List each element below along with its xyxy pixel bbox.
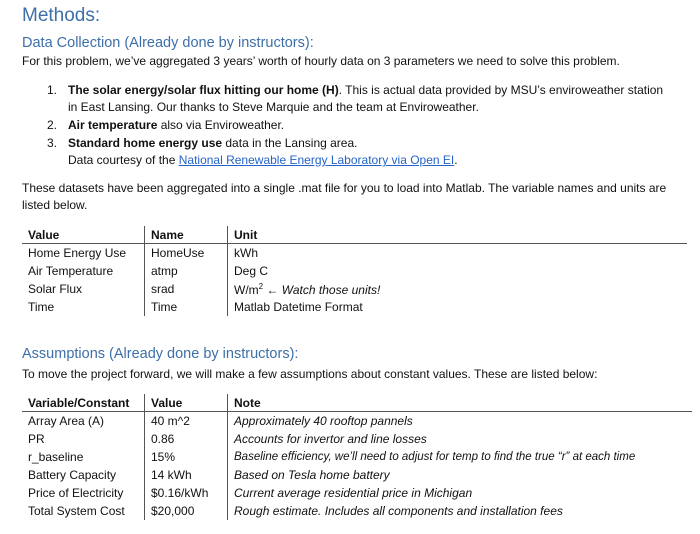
- cell-variable: r_baseline: [22, 448, 145, 466]
- column-header-value: Value: [22, 226, 145, 244]
- table-header-row: [22, 226, 687, 244]
- cell-value: Time: [22, 298, 145, 316]
- list-item-bold: Air temperature: [68, 118, 158, 132]
- table-row: [22, 262, 687, 280]
- cell-variable: Array Area (A): [22, 412, 145, 431]
- nrel-open-ei-link[interactable]: National Renewable Energy Laboratory via Open EI: [178, 153, 455, 167]
- table-row: [22, 298, 687, 316]
- assumptions-heading: Assumptions (Already done by instructors):: [22, 346, 299, 362]
- unit-superscript: 2: [258, 281, 264, 291]
- cell-variable: Price of Electricity: [22, 484, 145, 502]
- cell-value: 0.86: [145, 430, 228, 448]
- unit-warning-note: ← Watch those units!: [263, 282, 381, 297]
- cell-value: $20,000: [145, 502, 228, 520]
- page-title: Methods:: [22, 5, 101, 26]
- list-item-bold: The solar energy/solar flux hitting our home (H): [68, 83, 339, 97]
- cell-note: Approximately 40 rooftop pannels: [234, 414, 413, 428]
- cell-name: Time: [145, 298, 228, 316]
- cell-unit: [228, 280, 688, 298]
- table-row: [22, 466, 692, 484]
- table-header-row: [22, 394, 692, 412]
- list-item-text: also via Enviroweather.: [157, 118, 285, 132]
- unit-text: W/m: [234, 282, 259, 297]
- cell-value: Air Temperature: [22, 262, 145, 280]
- variables-table: [22, 226, 687, 316]
- table-row: [22, 412, 692, 431]
- column-header-note: Note: [228, 394, 693, 412]
- cell-unit: Deg C: [234, 264, 269, 278]
- cell-note: Current average residential price in Michigan: [234, 486, 473, 500]
- list-item-text-prefix: Data courtesy of the: [68, 153, 179, 167]
- assumptions-intro: To move the project forward, we will make a few assumptions about constant values. These are listed below:: [22, 367, 598, 381]
- cell-note: Rough estimate. Includes all components and installation fees: [234, 504, 563, 518]
- list-number: 3.: [47, 136, 58, 150]
- cell-unit: kWh: [234, 246, 258, 260]
- table-row: [22, 280, 687, 298]
- cell-value: 15%: [145, 448, 228, 466]
- cell-note: Accounts for invertor and line losses: [234, 432, 427, 446]
- data-source-list: [47, 82, 687, 170]
- table-row: [22, 484, 692, 502]
- cell-variable: PR: [22, 430, 145, 448]
- column-header-variable: Variable/Constant: [22, 394, 145, 412]
- cell-value: Home Energy Use: [22, 244, 145, 263]
- list-item-text-line2: in East Lansing. Our thanks to Steve Marquie and the team at Enviroweather.: [68, 100, 479, 114]
- table-row: [22, 448, 692, 466]
- cell-unit: Matlab Datetime Format: [234, 300, 363, 314]
- cell-variable: Battery Capacity: [22, 466, 145, 484]
- cell-name: atmp: [145, 262, 228, 280]
- data-collection-heading: Data Collection (Already done by instructors):: [22, 35, 314, 51]
- list-item-text-suffix: .: [454, 153, 458, 167]
- list-item: [47, 135, 687, 169]
- column-header-unit: Unit: [228, 226, 688, 244]
- table-row: [22, 502, 692, 520]
- list-item: [47, 82, 687, 116]
- table-row: [22, 244, 687, 263]
- list-item-text: . This is actual data provided by MSU’s enviroweather station: [338, 83, 664, 97]
- cell-value: Solar Flux: [22, 280, 145, 298]
- table-row: [22, 430, 692, 448]
- data-collection-intro: For this problem, we’ve aggregated 3 years’ worth of hourly data on 3 parameters we need to solve this problem.: [22, 54, 620, 68]
- cell-value: $0.16/kWh: [145, 484, 228, 502]
- cell-value: 40 m^2: [145, 412, 228, 431]
- list-item-bold: Standard home energy use: [68, 136, 223, 150]
- list-item: [47, 117, 687, 134]
- cell-name: srad: [145, 280, 228, 298]
- constants-table: [22, 394, 692, 520]
- list-number: 1.: [47, 83, 58, 97]
- aggregated-paragraph: These datasets have been aggregated into a single .mat file for you to load into Matlab. The variable names and units are listed below.: [22, 181, 667, 212]
- list-number: 2.: [47, 118, 58, 132]
- column-header-name: Name: [145, 226, 228, 244]
- column-header-value: Value: [145, 394, 228, 412]
- list-item-text: data in the Lansing area.: [222, 136, 358, 150]
- cell-name: HomeUse: [145, 244, 228, 263]
- cell-note: Baseline efficiency, we’ll need to adjust for temp to find the true “r” at each time: [234, 451, 636, 463]
- cell-variable: Total System Cost: [22, 502, 145, 520]
- cell-note: Based on Tesla home battery: [234, 468, 390, 482]
- cell-value: 14 kWh: [145, 466, 228, 484]
